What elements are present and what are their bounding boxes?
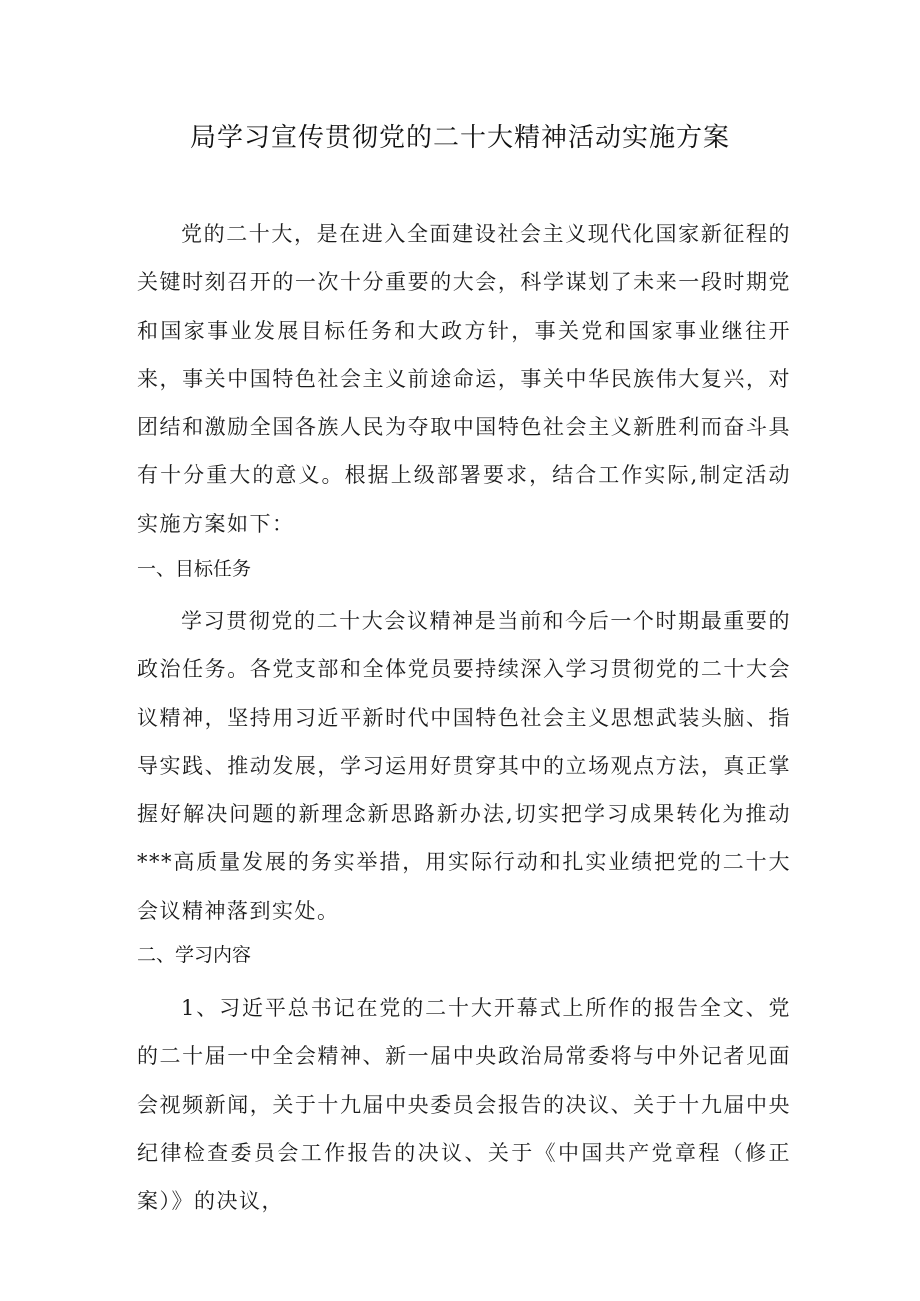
intro-paragraph: 党的二十大，是在进入全面建设社会主义现代化国家新征程的关键时刻召开的一次十分重要的大会，科学谋划了未来一段时期党和国家事业发展目标任务和大政方针，事关党和国家事业继往开来，事关中国特色社会主义前途命运，事关中华民族伟大复兴，对团结和激励全国各族人民为夺取中国特色社会主义新胜利而奋斗具有十分重大的意义。根据上级部署要求，结合工作实际,制定活动实施方案如下： bbox=[137, 222, 791, 536]
section-heading-goals: 一、目标任务 bbox=[137, 558, 252, 580]
section-body-content: 1、习近平总书记在党的二十大开幕式上所作的报告全文、党的二十届一中全会精神、新一届中央政治局常委将与中外记者见面会视频新闻，关于十九届中央委员会报告的决议、关于十九届中央纪律检查委员会工作报告的决议、关于《中国共产党章程（修正案）》的决议， bbox=[137, 996, 791, 1214]
section-body-goals: 学习贯彻党的二十大会议精神是当前和今后一个时期最重要的政治任务。各党支部和全体党员要持续深入学习贯彻党的二十大会议精神，坚持用习近平新时代中国特色社会主义思想武装头脑、指导实践、推动发展，学习运用好贯穿其中的立场观点方法，真正掌握好解决问题的新理念新思路新办法,切实把学习成果转化为推动***高质量发展的务实举措，用实际行动和扎实业绩把党的二十大会议精神落到实处。 bbox=[137, 609, 791, 923]
document-title: 局学习宣传贯彻党的二十大精神活动实施方案 bbox=[189, 123, 730, 153]
section-heading-content: 二、学习内容 bbox=[137, 944, 252, 966]
